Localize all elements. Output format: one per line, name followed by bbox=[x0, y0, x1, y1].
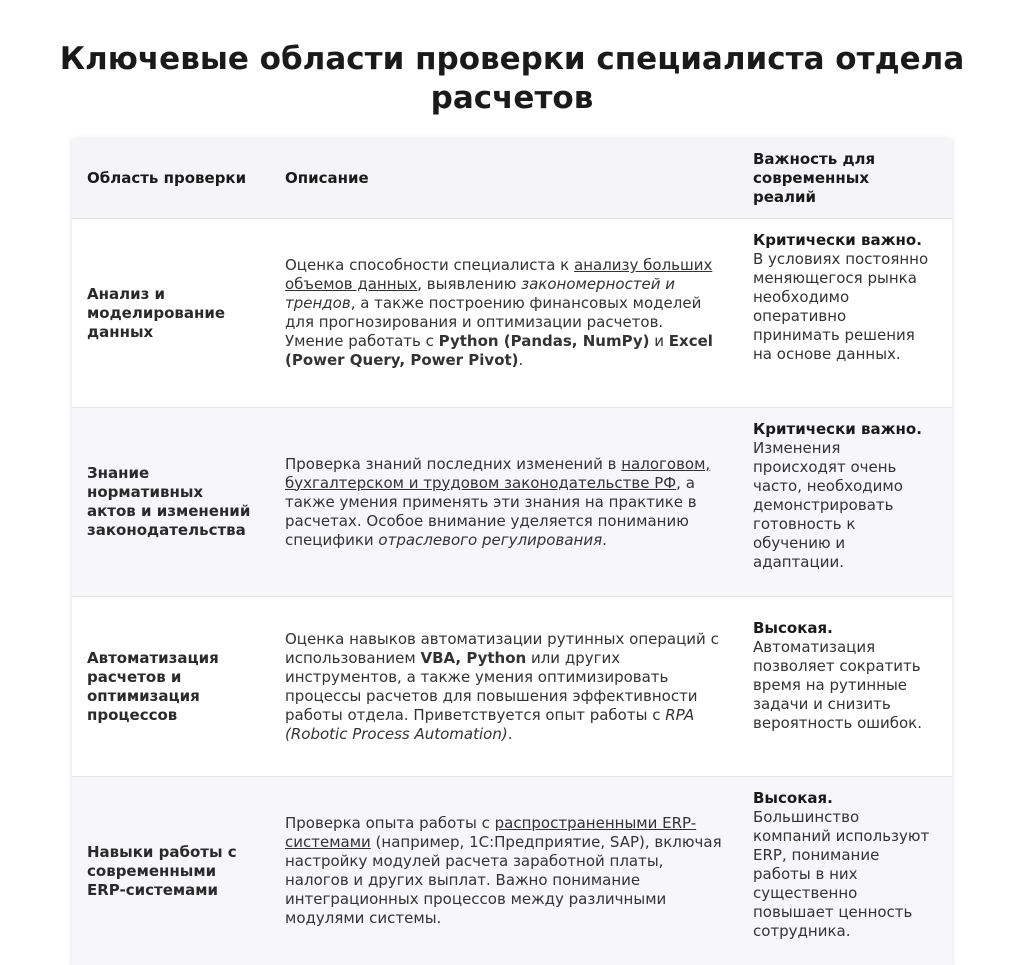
table-row bbox=[72, 219, 952, 408]
bold-term: VBA, Python bbox=[420, 649, 526, 667]
page-title: Ключевые области проверки специалиста отдела расчетов bbox=[0, 0, 1024, 118]
area-cell: Анализ и моделирование данных bbox=[72, 219, 270, 408]
description-cell bbox=[270, 777, 738, 965]
description-cell bbox=[270, 219, 738, 408]
italic-term: закономерностей и трендов bbox=[285, 275, 675, 312]
importance-level: Высокая. bbox=[753, 619, 833, 637]
description-cell bbox=[270, 408, 738, 597]
italic-term: RPA (Robotic Process Automation) bbox=[285, 706, 694, 743]
description-text: или других инструментов, а также умения оптимизировать процессы расчетов для повышения эффективности работы отдела. Приветствуется опыт работы с bbox=[285, 649, 698, 724]
importance-level: Критически важно. bbox=[753, 420, 922, 438]
description-text: , а также построению финансовых моделей для прогнозирования и оптимизации расчетов. Умение работать с bbox=[285, 294, 701, 350]
description-text: (например, 1С:Предприятие, SAP), включая настройку модулей расчета заработной платы, налогов и других выплат. Важно понимание интеграционных процессов между различными модулями системы. bbox=[285, 833, 722, 927]
importance-text: Изменения происходят очень часто, необходимо демонстрировать готовность к обучению и адаптации. bbox=[753, 439, 903, 571]
description-text: Проверка знаний последних изменений в bbox=[285, 455, 621, 473]
bold-term: Python (Pandas, NumPy) bbox=[439, 332, 650, 350]
importance-text: В условиях постоянно меняющегося рынка необходимо оперативно принимать решения на основе данных. bbox=[753, 250, 928, 363]
description-text: , выявлению bbox=[417, 275, 521, 293]
importance-text: Автоматизация позволяет сократить время на рутинные задачи и снизить вероятность ошибок. bbox=[753, 638, 922, 732]
importance-text: Большинство компаний используют ERP, понимание работы в них существенно повышает ценность сотрудника. bbox=[753, 808, 929, 940]
areas-table bbox=[72, 138, 952, 965]
importance-cell bbox=[738, 597, 952, 777]
table-header-row bbox=[72, 138, 952, 219]
description-text: Оценка способности специалиста к bbox=[285, 256, 574, 274]
bold-term: Excel (Power Query, Power Pivot) bbox=[285, 332, 713, 369]
table-row bbox=[72, 408, 952, 597]
underlined-term: распространенными ERP-системами bbox=[285, 814, 696, 851]
description-text: Оценка навыков автоматизации рутинных операций с использованием bbox=[285, 630, 719, 667]
area-cell: Автоматизация расчетов и оптимизация процессов bbox=[72, 597, 270, 777]
importance-cell bbox=[738, 408, 952, 597]
description-text: . bbox=[508, 725, 513, 743]
table-row bbox=[72, 777, 952, 965]
table-row bbox=[72, 597, 952, 777]
areas-table-card bbox=[72, 138, 952, 965]
underlined-term: налоговом, бухгалтерском и трудовом законодательстве РФ bbox=[285, 455, 710, 492]
header-area: Область проверки bbox=[72, 138, 270, 219]
description-cell bbox=[270, 597, 738, 777]
description-text: , а также умения применять эти знания на практике в расчетах. Особое внимание уделяется пониманию специфики bbox=[285, 474, 697, 549]
importance-cell bbox=[738, 777, 952, 965]
importance-level: Критически важно. bbox=[753, 231, 922, 249]
area-cell: Навыки работы с современными ERP-системами bbox=[72, 777, 270, 965]
description-text: и bbox=[650, 332, 669, 350]
italic-term: отраслевого регулирования bbox=[378, 531, 602, 549]
description-text: Проверка опыта работы с bbox=[285, 814, 495, 832]
description-text: . bbox=[602, 531, 607, 549]
importance-cell bbox=[738, 219, 952, 408]
importance-level: Высокая. bbox=[753, 789, 833, 807]
description-text: . bbox=[519, 351, 524, 369]
header-importance: Важность для современных реалий bbox=[738, 138, 952, 219]
area-cell: Знание нормативных актов и изменений законодательства bbox=[72, 408, 270, 597]
header-description: Описание bbox=[270, 138, 738, 219]
underlined-term: анализу больших объемов данных bbox=[285, 256, 712, 293]
